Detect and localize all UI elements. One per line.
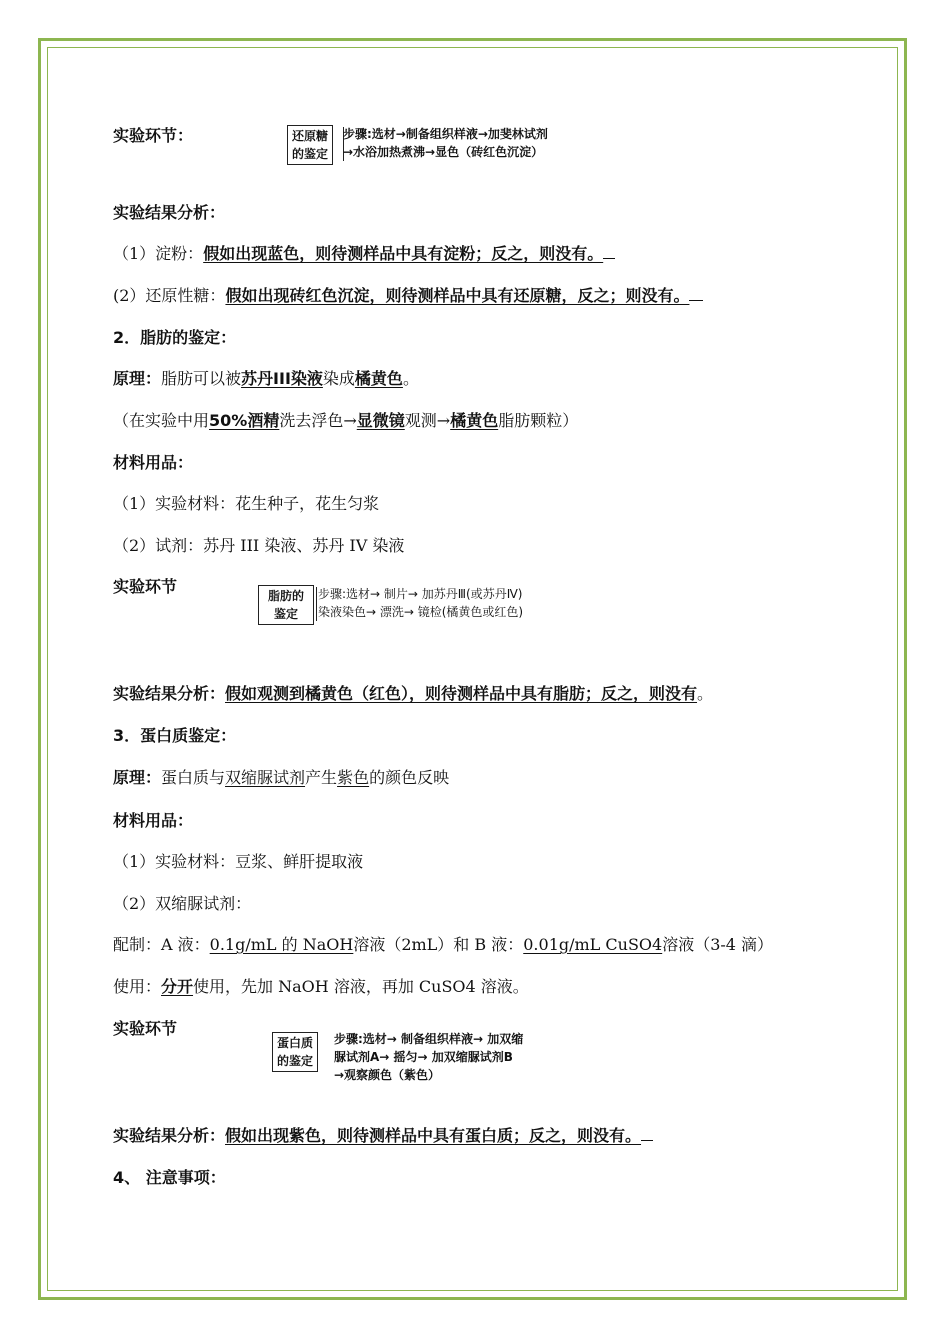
underline-pad bbox=[603, 244, 615, 259]
diagram-box-line: 蛋白质 bbox=[277, 1036, 314, 1050]
materials-fat-2: （2）试剂：苏丹 III 染液、苏丹 IV 染液 bbox=[113, 536, 405, 555]
text: 。 bbox=[697, 684, 714, 703]
materials-protein-2: （2）双缩脲试剂： bbox=[113, 894, 252, 913]
materials-protein-1: （1）实验材料：豆浆、鲜肝提取液 bbox=[113, 852, 364, 871]
diagram-steps bbox=[334, 1030, 523, 1084]
text: 使用，先加 NaOH 溶液，再加 CuSO4 溶液。 bbox=[193, 977, 529, 996]
note-fat bbox=[113, 410, 578, 432]
diagram-step-line: 步骤:选材→制备组织样液→加斐林试剂 bbox=[343, 127, 548, 141]
principle-label: 原理： bbox=[113, 369, 162, 388]
text: 染成 bbox=[322, 369, 355, 388]
key-term: 50%酒精 bbox=[209, 411, 280, 430]
page-border-inner bbox=[47, 47, 898, 1291]
result-prefix: (2）还原性糖： bbox=[113, 286, 226, 305]
prep-protein bbox=[113, 934, 773, 956]
principle-label: 原理： bbox=[113, 768, 162, 787]
result-label: 实验结果分析： bbox=[113, 1126, 226, 1145]
materials-fat-1: （1）实验材料：花生种子，花生匀浆 bbox=[113, 494, 380, 513]
diagram-box bbox=[258, 585, 314, 625]
underline-pad bbox=[641, 1126, 653, 1141]
text: 。 bbox=[402, 369, 419, 388]
diagram-steps bbox=[318, 585, 523, 621]
text: 产生 bbox=[305, 768, 338, 787]
text: 溶液（3-4 滴） bbox=[662, 935, 774, 954]
key-term: 显微镜 bbox=[356, 411, 405, 430]
diagram-reducing-sugar bbox=[287, 125, 607, 165]
diagram-step-line: 染液染色→ 漂洗→ 镜检(橘黄色或红色) bbox=[318, 605, 524, 619]
env-label-protein: 实验环节 bbox=[113, 1019, 178, 1038]
diagram-box-line: 还原糖 bbox=[292, 129, 329, 143]
diagram-box-line: 脂肪的 bbox=[267, 589, 304, 603]
key-term: 双缩脲试剂 bbox=[225, 768, 306, 787]
text: 溶液（2mL）和 B 液： bbox=[353, 935, 524, 954]
text: 洗去浮色→ bbox=[279, 411, 357, 430]
result-starch bbox=[113, 243, 615, 265]
diagram-box-line: 的鉴定 bbox=[292, 147, 329, 161]
result-text: 假如观测到橘黄色（红色），则待测样品中具有脂肪；反之，则没有 bbox=[225, 684, 698, 703]
result-prefix: （1）淀粉： bbox=[113, 244, 204, 263]
text: 脂肪可以被 bbox=[161, 369, 242, 388]
diagram-step-line: 脲试剂A→ 摇匀→ 加双缩脲试剂B bbox=[334, 1050, 513, 1064]
diagram-step-line: 步骤:选材→ 制片→ 加苏丹Ⅲ(或苏丹Ⅳ) bbox=[318, 587, 523, 601]
result-label-1: 实验结果分析： bbox=[113, 203, 226, 222]
page-border bbox=[38, 38, 907, 1300]
diagram-step-line: →观察颜色（紫色） bbox=[334, 1068, 441, 1082]
materials-label-protein: 材料用品： bbox=[113, 811, 194, 830]
result-label: 实验结果分析： bbox=[113, 684, 226, 703]
key-term: 分开 bbox=[161, 977, 194, 996]
text: 配制：A 液： bbox=[113, 935, 210, 954]
result-text: 假如出现砖红色沉淀，则待测样品中具有还原糖，反之；则没有。 bbox=[225, 286, 690, 305]
key-term: 紫色 bbox=[337, 768, 370, 787]
text: 的颜色反映 bbox=[369, 768, 450, 787]
diagram-protein bbox=[272, 1030, 572, 1086]
diagram-step-line: 步骤:选材→ 制备组织样液→ 加双缩 bbox=[334, 1032, 524, 1046]
principle-protein bbox=[113, 767, 449, 789]
underline-pad bbox=[689, 286, 703, 301]
diagram-box-line: 的鉴定 bbox=[277, 1054, 314, 1068]
result-reducing-sugar bbox=[113, 285, 703, 307]
section-heading-protein: 3．蛋白质鉴定： bbox=[113, 726, 237, 745]
result-protein bbox=[113, 1125, 653, 1147]
text: 使用： bbox=[113, 977, 162, 996]
text: 观测→ bbox=[404, 411, 451, 430]
text: 蛋白质与 bbox=[161, 768, 226, 787]
section-heading-notes: 4、 注意事项： bbox=[113, 1168, 226, 1187]
principle-fat bbox=[113, 368, 419, 390]
diagram-box bbox=[287, 125, 333, 165]
result-text: 假如出现紫色，则待测样品中具有蛋白质；反之，则没有。 bbox=[225, 1126, 642, 1145]
materials-label-fat: 材料用品： bbox=[113, 453, 194, 472]
result-fat bbox=[113, 683, 713, 705]
env-label-fat: 实验环节 bbox=[113, 577, 178, 596]
diagram-step-line: →水浴加热煮沸→显色（砖红色沉淀） bbox=[343, 145, 544, 159]
key-term: 橘黄色 bbox=[354, 369, 403, 388]
key-term: 0.1g/mL 的 NaOH bbox=[209, 935, 354, 954]
text: （在实验中用 bbox=[113, 411, 210, 430]
diagram-box bbox=[272, 1032, 318, 1072]
usage-protein bbox=[113, 976, 529, 998]
diagram-steps bbox=[343, 125, 548, 161]
key-term: 0.01g/mL CuSO4 bbox=[523, 935, 663, 954]
diagram-box-line: 鉴定 bbox=[273, 607, 298, 621]
key-term: 苏丹III染液 bbox=[241, 369, 323, 388]
text: 脂肪颗粒） bbox=[498, 411, 579, 430]
key-term: 橘黄色 bbox=[450, 411, 499, 430]
diagram-fat bbox=[258, 585, 588, 625]
result-text: 假如出现蓝色，则待测样品中具有淀粉；反之，则没有。 bbox=[203, 244, 604, 263]
section-heading-fat: 2．脂肪的鉴定： bbox=[113, 328, 237, 347]
env-label-sugar: 实验环节： bbox=[113, 126, 194, 145]
